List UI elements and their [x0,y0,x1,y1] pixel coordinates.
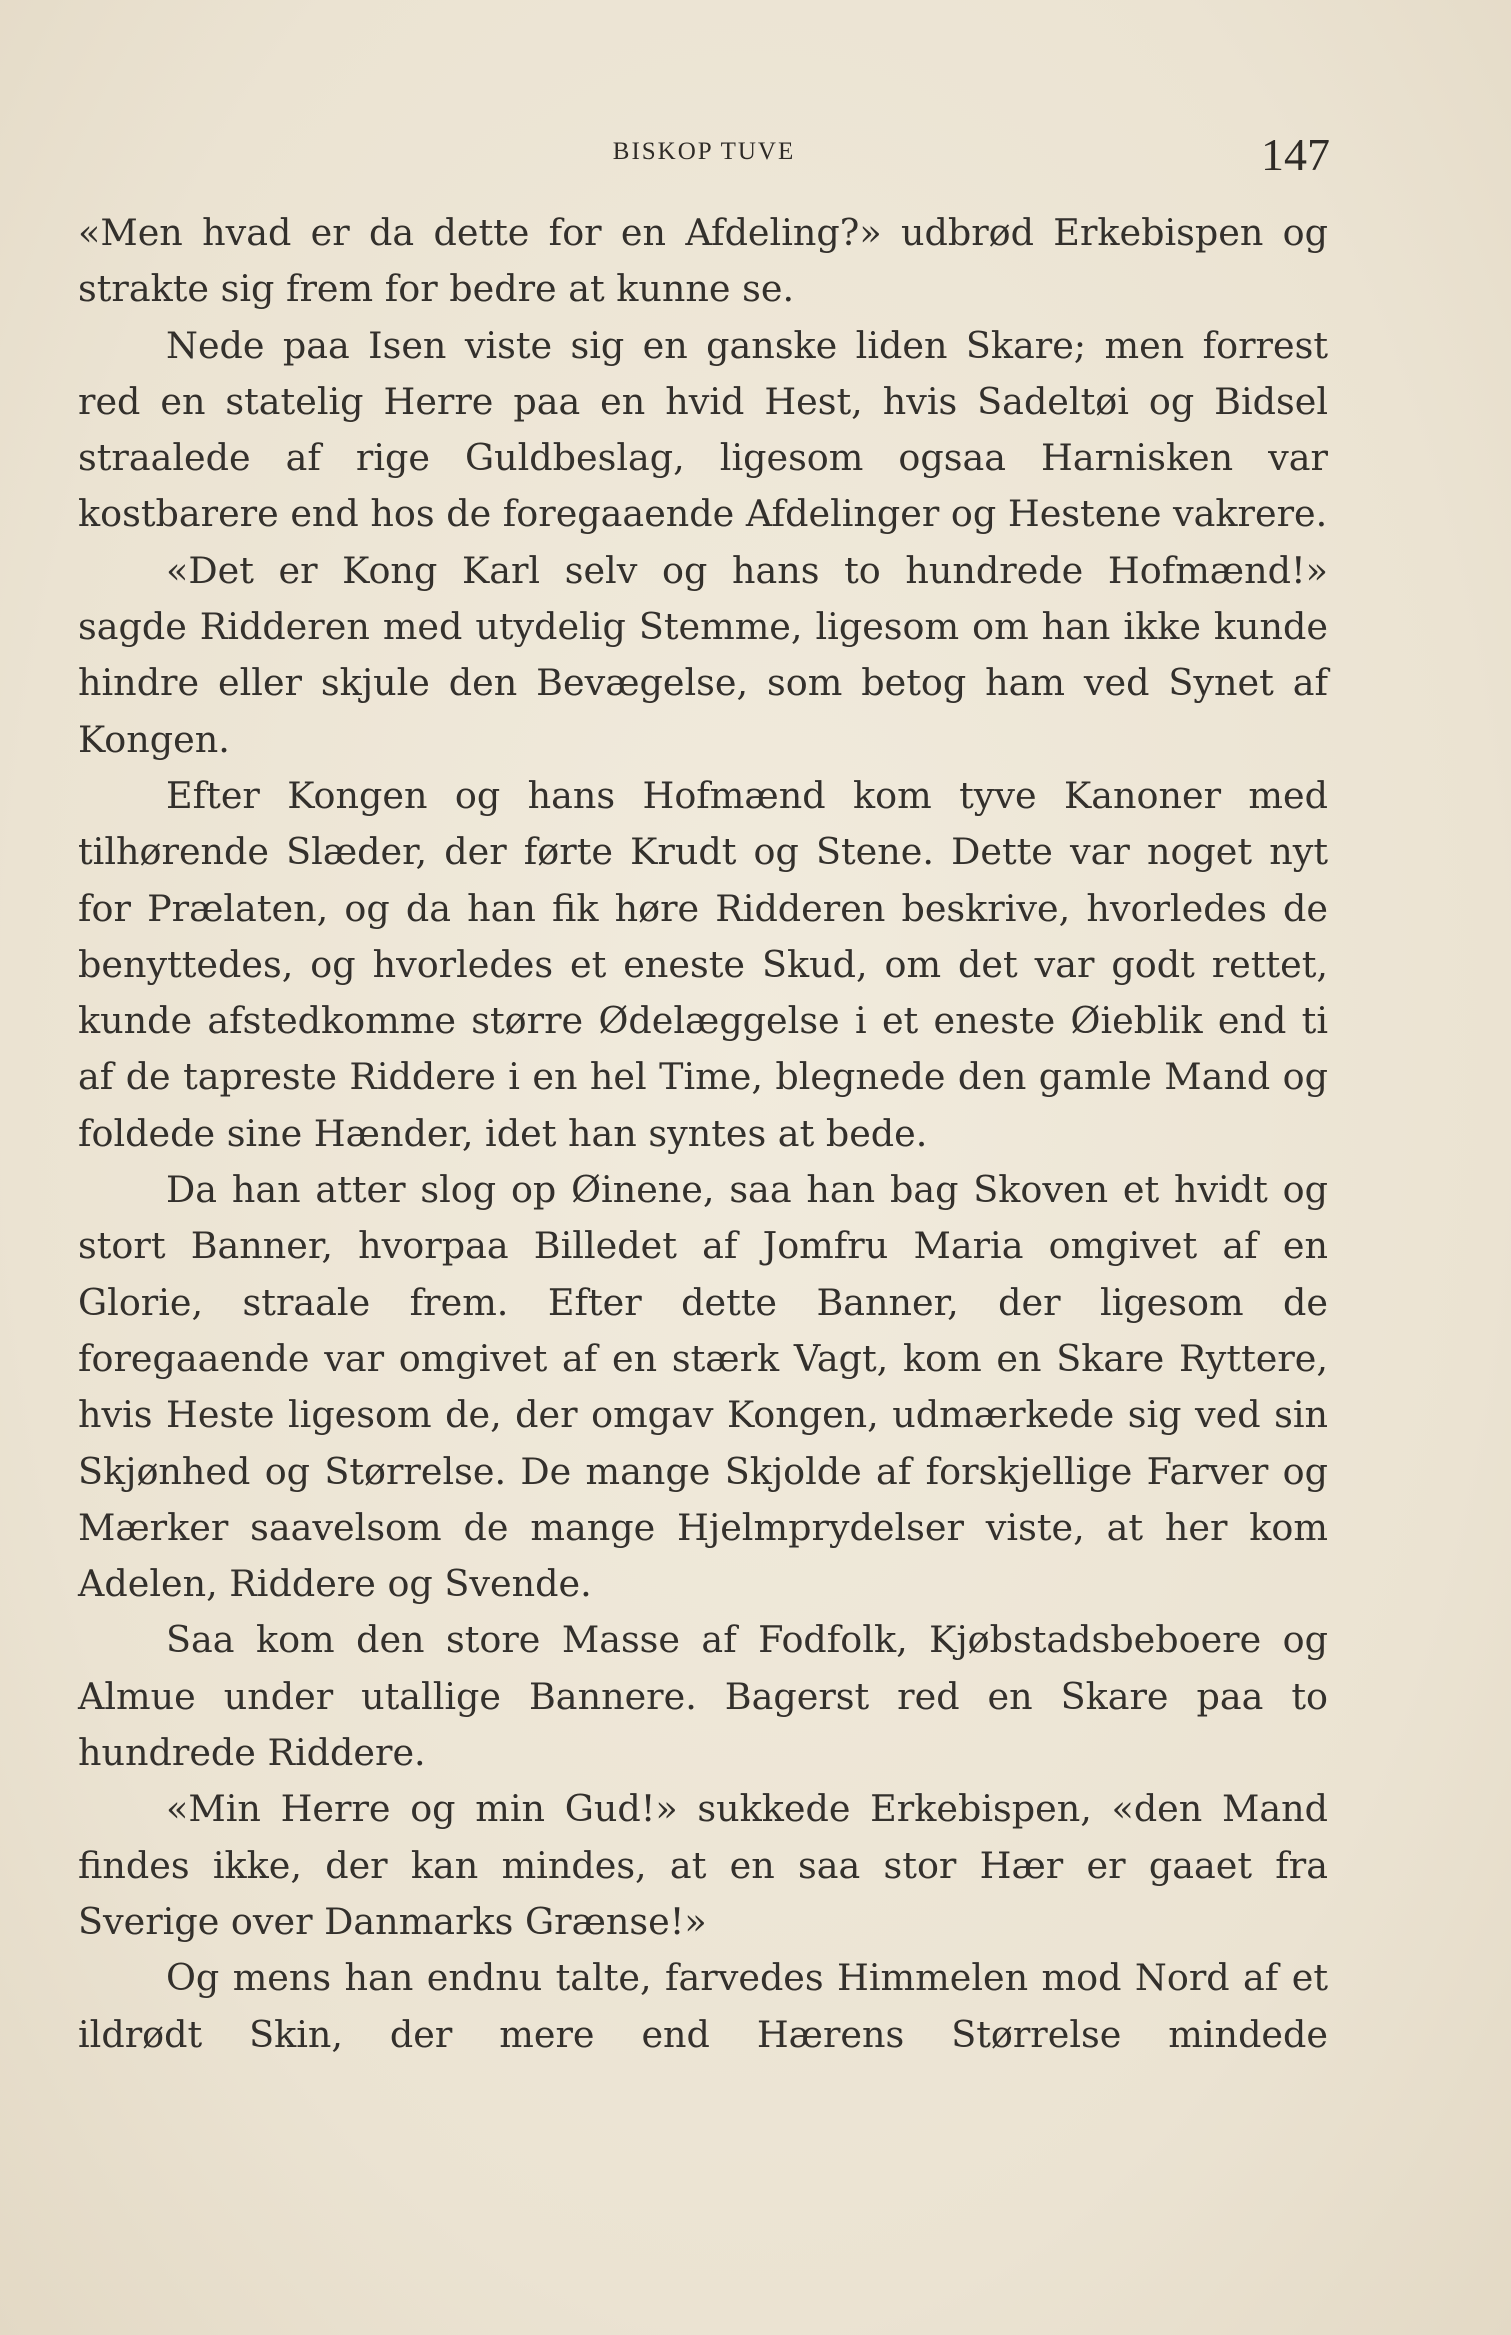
running-head [78,128,1330,188]
paragraph-6: Saa kom den store Masse af Fodfolk, Kjøbstadsbeboere og Almue under utallige Bannere. Bagerst red en Skare paa to hundrede Riddere. [78,1618,1328,1775]
page-number: 147 [1261,129,1330,180]
paragraph-7: «Min Herre og min Gud!» sukkede Erkebispen, «den Mand findes ikke, der kan mindes, at en saa stor Hær er gaaet fra Sverige over Danmarks Grænse!» [78,1787,1328,1943]
paragraph-4: Efter Kongen og hans Hofmænd kom tyve Kanoner med tilhørende Slæder, der førte Krudt og Stene. Dette var noget nyt for Prælaten, og da han fik høre Ridderen beskrive, hvorledes de benyttedes, og hvorledes et eneste Skud, om det var godt rettet, kunde afstedkomme større Ødelæggelse i et eneste Øieblik end ti af de tapreste Riddere i en hel Time, blegnede den gamle Mand og foldede sine Hænder, idet han syntes at bede. [78,773,1328,1155]
paragraph-2: Nede paa Isen viste sig en ganske liden Skare; men forrest red en statelig Herre paa en hvid Hest, hvis Sadeltøi og Bidsel straalede af rige Guldbeslag, ligesom ogsaa Harnisken var kostbarere end hos de foregaaende Afdelinger og Hestene vakrere. [78,323,1328,536]
paragraph-8: Og mens han endnu talte, farvedes Himmelen mod Nord af et ildrødt Skin, der mere end Hærens Størrelse mindede [78,1956,1328,2056]
body-text [78,205,1328,2063]
paragraph-3: «Det er Kong Karl selv og hans to hundrede Hofmænd!» sagde Ridderen med utydelig Stemme, ligesom om han ikke kunde hindre eller skjule den Bevægelse, som betog ham ved Synet af Kongen. [78,548,1328,761]
paragraph-5: Da han atter slog op Øinene, saa han bag Skoven et hvidt og stort Banner, hvorpaa Billedet af Jomfru Maria omgivet af en Glorie, straale frem. Efter dette Banner, der ligesom de foregaaende var omgivet af en stærk Vagt, kom en Skare Ryttere, hvis Heste ligesom de, der omgav Kongen, udmærkede sig ved sin Skjønhed og Størrelse. De mange Skjolde af forskjellige Farver og Mærker saavelsom de mange Hjelmprydelser viste, at her kom Adelen, Riddere og Svende. [78,1168,1328,1606]
running-title: BISKOP TUVE [612,138,796,165]
paragraph-1: «Men hvad er da dette for en Afdeling?» udbrød Erkebispen og strakte sig frem for bedre at kunne se. [78,211,1328,311]
